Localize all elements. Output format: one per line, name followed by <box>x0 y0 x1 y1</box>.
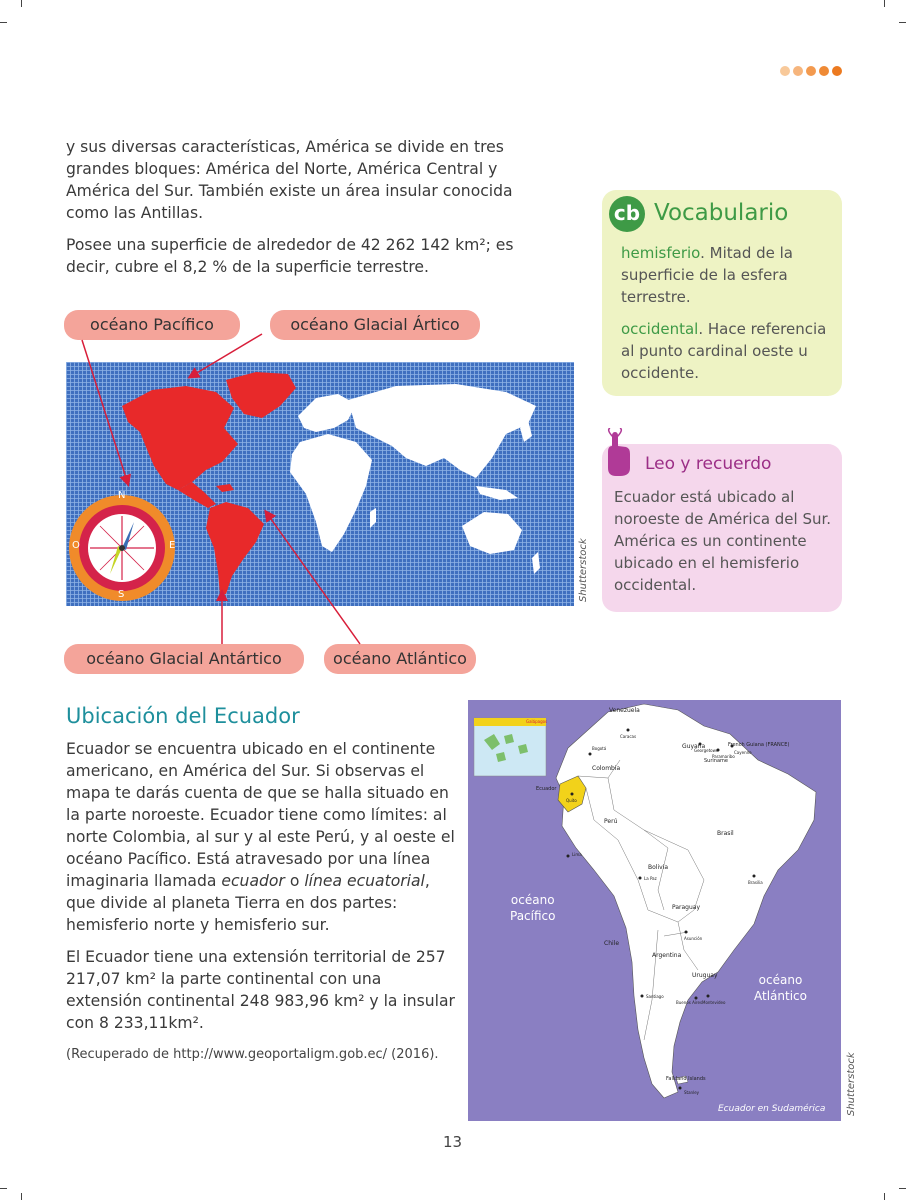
leo-recuerdo-title: Leo y recuerdo <box>645 454 772 474</box>
city-label: Montevideo <box>702 1000 726 1005</box>
vocabulary-icon: cb <box>609 196 645 232</box>
sa-atlantic-line: Atlántico <box>754 989 807 1003</box>
sa-map-credit: Shutterstock <box>846 1052 857 1116</box>
compass-n-label: N <box>118 490 126 501</box>
city-label: Asunción <box>684 936 703 941</box>
country-label: Venezuela <box>609 707 640 714</box>
leo-recuerdo-text: Ecuador está ubicado al noroeste de América del Sur. América es un continente ubicado en el hemisferio occidental. <box>614 488 832 594</box>
sa-pacific-label <box>510 892 555 924</box>
ubicacion-text <box>66 738 462 1076</box>
country-label: Guyana <box>682 743 706 750</box>
country-label: Ecuador <box>536 786 557 792</box>
country-label: Colombia <box>592 765 621 772</box>
vocabulary-box <box>602 190 842 396</box>
source-citation: (Recuperado de http://www.geoportaligm.gob.ec/ (2016). <box>66 1047 439 1062</box>
city-label: Cayenne <box>734 750 752 755</box>
label-arctic: océano Glacial Ártico <box>270 310 480 340</box>
country-label: Argentina <box>652 952 682 959</box>
intro-paragraph-1: y sus diversas características, América se divide en tres grandes bloques: América del Norte, América Central y América del Sur. También existe un área insular conocida como las Antillas. <box>66 138 513 222</box>
arrow-pacific <box>82 340 128 484</box>
city-label: Brasilia <box>748 880 763 885</box>
city-label: La Paz <box>644 876 657 881</box>
text-run: , que divide al planeta Tierra en dos partes: hemisferio norte y hemisferio sur. <box>66 872 430 934</box>
sa-atlantic-label <box>754 972 807 1004</box>
section-title: Ubicación del Ecuador <box>66 704 300 728</box>
south-america-shape <box>556 704 816 1098</box>
label-pacific: océano Pacífico <box>64 310 240 340</box>
compass-e-label: E <box>169 540 176 551</box>
compass-o-label: O <box>72 540 80 551</box>
arrow-atlantic <box>266 512 360 644</box>
vocabulary-definition: . Hace referencia al punto cardinal oeste u occidente. <box>621 320 827 382</box>
term-linea-ecuatorial: línea ecuatorial <box>304 872 425 890</box>
inset-title: Galápagos <box>526 719 548 724</box>
text-run: Ecuador se encuentra ubicado en el continente americano, en América del Sur. Si observas el mapa te darás cuenta de que se halla situado en la parte noroeste. Ecuador tiene como límites: al norte Colombia, al sur y al este Perú, y al oeste el océano Pacífico. Está atravesado por una línea imaginaria llamada <box>66 740 455 890</box>
vocabulary-entry <box>621 242 841 308</box>
city-label: Lima <box>572 852 582 857</box>
crop-mark <box>21 1193 22 1200</box>
vocabulary-definition: . Mitad de la superficie de la esfera terrestre. <box>621 244 793 306</box>
city-label: Quito <box>566 798 577 803</box>
country-label: Suriname <box>704 758 728 764</box>
galapagos-inset <box>474 718 546 776</box>
south-america-map <box>468 700 841 1121</box>
label-antarctic: océano Glacial Antártico <box>64 644 304 674</box>
country-label: French Guiana (FRANCE) <box>728 742 790 748</box>
world-map-credit: Shutterstock <box>578 538 589 602</box>
vocabulary-term: occidental <box>621 320 699 338</box>
city-label: Paramaribo <box>712 754 735 759</box>
leo-recuerdo-box <box>602 444 842 612</box>
city-label: Georgetown <box>694 748 719 753</box>
text-run: o <box>284 872 305 890</box>
compass-s-label: S <box>118 589 125 600</box>
country-label: Paraguay <box>672 904 701 911</box>
page-number: 13 <box>443 1133 463 1151</box>
intro-paragraph-2: Posee una superficie de alrededor de 42 262 142 km²; es decir, cubre el 8,2 % de la superficie terrestre. <box>66 236 514 276</box>
country-label: Chile <box>604 940 620 947</box>
arrow-arctic <box>190 334 262 377</box>
crop-mark <box>0 1188 7 1189</box>
city-label: Santiago <box>646 994 664 999</box>
country-label: Brasil <box>717 830 734 837</box>
city-label: Bogotá <box>592 746 607 751</box>
sa-pacific-line: océano <box>510 893 555 907</box>
vocabulary-entry <box>621 318 841 384</box>
sa-atlantic-line: océano <box>758 973 803 987</box>
term-ecuador: ecuador <box>221 872 285 890</box>
city-label: Caracas <box>620 734 637 739</box>
vocabulary-term: hemisferio <box>621 244 701 262</box>
crop-mark <box>884 1193 885 1200</box>
country-label: Bolivia <box>648 864 669 871</box>
city-label: Buenos Aires <box>676 1000 703 1005</box>
hand-ribbon-icon <box>600 428 636 478</box>
vocabulary-entries <box>621 242 841 394</box>
city-label: Stanley <box>684 1090 700 1095</box>
ubicacion-paragraph-1 <box>66 738 462 936</box>
sa-map-caption: Ecuador en Sudamérica <box>718 1104 826 1114</box>
label-atlantic: océano Atlántico <box>324 644 476 674</box>
crop-mark <box>899 1188 906 1189</box>
sa-pacific-line: Pacífico <box>510 909 556 923</box>
vocabulary-title: Vocabulario <box>654 200 789 226</box>
country-label: Perú <box>604 818 618 825</box>
country-label: Uruguay <box>692 972 718 979</box>
ubicacion-paragraph-2: El Ecuador tiene una extensión territorial de 257 217,07 km² la parte continental con una extensión continental 248 983,96 km² y la insular con 8 233,11km². <box>66 948 455 1032</box>
country-label: Falkland Islands <box>666 1076 706 1082</box>
